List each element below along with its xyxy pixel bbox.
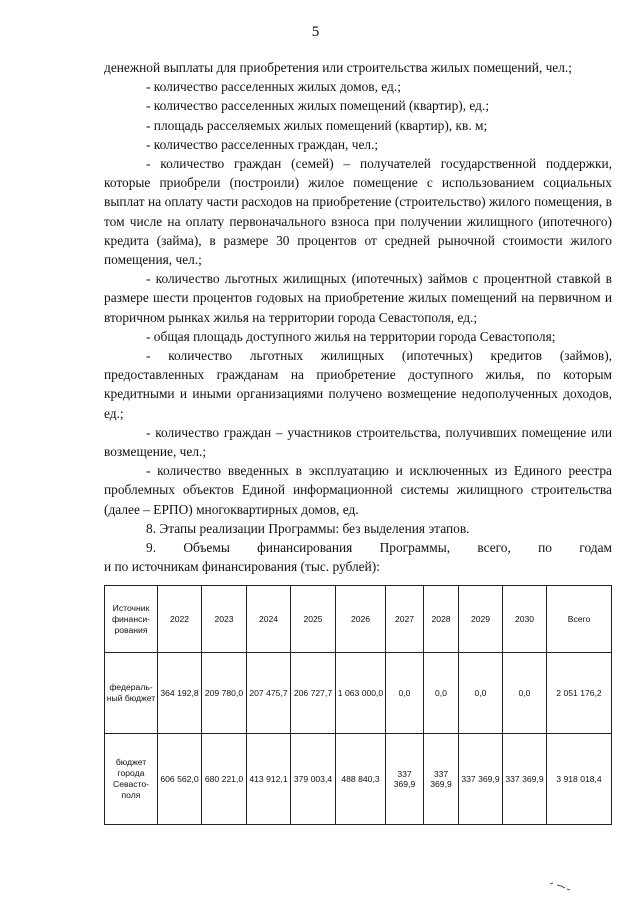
paragraph: 8. Этапы реализации Программы: без выделения этапов. (146, 520, 470, 536)
table-header-row (105, 586, 612, 653)
table-cell: 413 912,1 (247, 734, 291, 825)
paragraph: - количество граждан (семей) – получателей государственной поддержки, которые приобрели (построили) жилое помещение с использованием социальных выплат на оплату части расходов на приобретение (строительство) жилого помещения, в том числе на оплату первоначального взноса при получении жилищного (ипотечного) кредита (займа), в размере 30 процентов от средней рыночной стоимости жилого помещения, чел.; (104, 156, 612, 268)
word: всего, (477, 540, 511, 556)
table-cell: 0,0 (386, 653, 424, 734)
paragraph-9-tail: и по источникам финансирования (тыс. рублей): (104, 559, 380, 575)
word: финансирования (257, 540, 353, 556)
table-cell: федераль-ный бюджет (105, 653, 158, 734)
table-cell: 3 918 018,4 (547, 734, 612, 825)
paragraph: - количество граждан – участников строительства, получивших помещение или возмещение, чел.; (104, 424, 612, 460)
body-text (104, 58, 612, 576)
header-cell: Источник финанси-рования (105, 586, 158, 653)
header-cell: 2022 (158, 586, 202, 653)
paragraph: - количество расселенных граждан, чел.; (146, 136, 379, 152)
table-cell: 0,0 (503, 653, 547, 734)
table-row (105, 734, 612, 825)
table-cell: 207 475,7 (247, 653, 291, 734)
word: по (538, 540, 553, 556)
table-cell: 364 192,8 (158, 653, 202, 734)
table-cell: 337 369,9 (459, 734, 503, 825)
word: 9. (146, 540, 157, 556)
table-cell: 606 562,0 (158, 734, 202, 825)
header-cell: 2027 (386, 586, 424, 653)
header-cell: 2025 (291, 586, 336, 653)
paragraph: - количество введенных в эксплуатацию и исключенных из Единого реестра проблемных объектов Единой информационной системы жилищного строительства (далее – ЕРПО) многоквартирных домов, ед. (104, 463, 612, 517)
header-cell: 2028 (424, 586, 459, 653)
table-cell: 379 003,4 (291, 734, 336, 825)
table-cell: 0,0 (424, 653, 459, 734)
table-cell: 337 369,9 (386, 734, 424, 825)
pen-mark-icon (548, 880, 572, 892)
table-cell: 2 051 176,2 (547, 653, 612, 734)
word: Объемы (183, 540, 230, 556)
paragraph: - площадь расселяемых жилых помещений (квартир), кв. м; (146, 117, 488, 133)
table-cell: 209 780,0 (202, 653, 247, 734)
paragraph: - количество льготных жилищных (ипотечных) кредитов (займов), предоставленных гражданам на приобретение доступного жилья, по которым кредитными и иными организациями получено возмещение недополученных доходов, ед.; (104, 348, 612, 421)
table-row (105, 653, 612, 734)
paragraph: - общая площадь доступного жилья на территории города Севастополя; (146, 328, 556, 344)
table-cell: 337 369,9 (503, 734, 547, 825)
word: Программы, (379, 540, 451, 556)
table-cell: 206 727,7 (291, 653, 336, 734)
table-cell: 488 840,3 (336, 734, 386, 825)
paragraph: - количество расселенных жилых домов, ед.; (146, 79, 401, 95)
table-cell: 680 221,0 (202, 734, 247, 825)
financing-table (104, 585, 612, 825)
paragraph: - количество льготных жилищных (ипотечных) займов с процентной ставкой в размере шести процентов годовых на приобретение жилых помещений на первичном и вторичном рынках жилья на территории города Севастополя, ед.; (104, 271, 612, 325)
word: годам (579, 540, 612, 556)
header-cell: 2023 (202, 586, 247, 653)
paragraph: денежной выплаты для приобретения или строительства жилых помещений, чел.; (104, 60, 572, 75)
header-cell: Всего (547, 586, 612, 653)
page-number: 5 (311, 24, 320, 40)
header-cell: 2026 (336, 586, 386, 653)
header-cell: 2029 (459, 586, 503, 653)
paragraph-9-line (104, 538, 612, 557)
header-cell: 2030 (503, 586, 547, 653)
paragraph: - количество расселенных жилых помещений (квартир), ед.; (146, 98, 490, 114)
table-cell: 1 063 000,0 (336, 653, 386, 734)
header-cell: 2024 (247, 586, 291, 653)
table-cell: 0,0 (459, 653, 503, 734)
table-cell: 337 369,9 (424, 734, 459, 825)
table-cell: бюджет города Севасто-поля (105, 734, 158, 825)
